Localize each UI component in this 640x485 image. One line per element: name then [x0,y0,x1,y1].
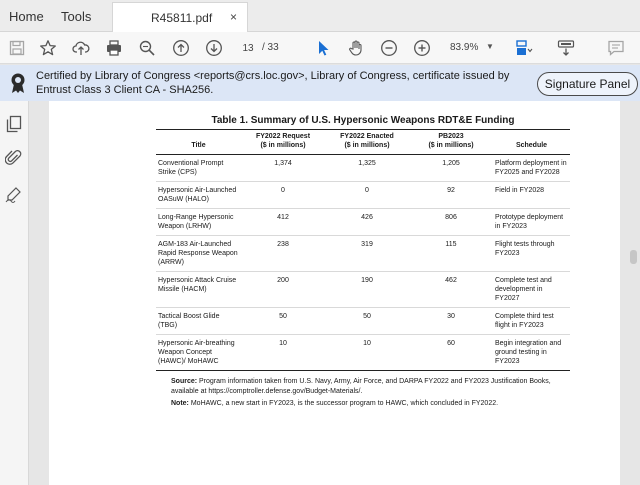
row-request-cell: 50 [241,308,325,335]
row-enacted-cell: 1,325 [325,155,409,182]
row-request-cell: 10 [241,335,325,371]
table-notes [156,377,570,409]
page-down-icon[interactable] [205,39,223,57]
certificate-badge-icon [9,72,27,94]
table-title: Table 1. Summary of U.S. Hypersonic Weapons RDT&E Funding [211,115,515,126]
table-row [156,209,570,236]
row-request-cell: 200 [241,272,325,308]
row-title-cell: AGM-183 Air-Launched Rapid Response Weapon (ARRW) [156,236,241,272]
row-enacted-cell: 319 [325,236,409,272]
header-fy22-request: FY2022 Request ($ in millions) [241,130,325,155]
note: Note: MoHAWC, a new start in FY2023, is the successor program to HAWC, which concluded in FY2022. [171,400,499,407]
row-enacted-cell: 0 [325,182,409,209]
table-row [156,182,570,209]
row-pb-cell: 60 [409,335,493,371]
row-title-cell: Hypersonic Air-breathing Weapon Concept (HAWC)/ MoHAWC [156,335,241,371]
row-schedule-cell: Flight tests through FY2023 [493,236,570,272]
close-icon[interactable]: × [229,10,237,24]
table-row [156,272,570,308]
row-pb-cell: 806 [409,209,493,236]
funding-table [156,129,570,371]
upload-icon[interactable] [72,39,90,57]
tab-document[interactable] [112,2,248,32]
zoom-search-icon[interactable] [138,39,156,57]
tab-document-label: R45811.pdf [151,11,213,25]
row-pb-cell: 30 [409,308,493,335]
tab-bar [0,0,640,32]
home-menu[interactable]: Home [9,9,44,24]
vertical-scrollbar[interactable] [630,250,637,264]
pages-icon[interactable] [5,115,23,133]
scroll-mode-icon[interactable] [557,39,575,57]
header-title: Title [156,130,241,155]
page-number-input[interactable] [236,39,260,57]
row-pb-cell: 1,205 [409,155,493,182]
row-schedule-cell: Prototype deployment in FY2023 [493,209,570,236]
document-content [156,113,570,411]
row-pb-cell: 115 [409,236,493,272]
row-request-cell: 1,374 [241,155,325,182]
certificate-text: Certified by Library of Congress <reports@crs.loc.gov>, Library of Congress, certificate issued by Entrust Class 3 Client CA - SHA256. [36,70,510,96]
table-row [156,308,570,335]
signature-panel-button[interactable]: Signature Panel [537,72,638,96]
row-enacted-cell: 426 [325,209,409,236]
row-enacted-cell: 10 [325,335,409,371]
row-pb-cell: 462 [409,272,493,308]
save-icon[interactable] [8,39,26,57]
toolbar [0,32,640,64]
header-fy22-enacted: FY2022 Enacted ($ in millions) [325,130,409,155]
row-schedule-cell: Complete third test flight in FY2023 [493,308,570,335]
row-request-cell: 238 [241,236,325,272]
row-schedule-cell: Begin integration and ground testing in FY2023 [493,335,570,371]
zoom-out-icon[interactable] [380,39,398,57]
document-viewer[interactable] [29,101,640,485]
zoom-in-icon[interactable] [413,39,431,57]
page-up-icon[interactable] [172,39,190,57]
hand-icon[interactable] [347,39,365,57]
row-schedule-cell: Platform deployment in FY2025 and FY2028 [493,155,570,182]
header-pb23: PB2023 ($ in millions) [409,130,493,155]
pdf-page [49,101,620,485]
row-title-cell: Conventional Prompt Strike (CPS) [156,155,241,182]
comment-icon[interactable] [607,39,625,57]
header-schedule: Schedule [493,130,570,155]
table-row [156,155,570,182]
row-enacted-cell: 190 [325,272,409,308]
signature-icon[interactable] [5,185,23,203]
row-request-cell: 0 [241,182,325,209]
table-row [156,335,570,371]
row-title-cell: Hypersonic Attack Cruise Missile (HACM) [156,272,241,308]
left-navigation-panel [0,101,29,485]
source-note: Source: Program information taken from U.S. Navy, Army, Air Force, and DARPA FY2022 and FY2023 Justification Books, available at https://comptroller.defense.gov/Budget-Materials/. [171,378,551,395]
signature-banner [0,65,640,101]
table-row [156,236,570,272]
pointer-icon[interactable] [314,39,332,57]
row-enacted-cell: 50 [325,308,409,335]
tools-menu[interactable]: Tools [61,9,92,24]
row-title-cell: Long-Range Hypersonic Weapon (LRHW) [156,209,241,236]
chevron-down-icon[interactable]: ▼ [486,42,494,51]
row-schedule-cell: Complete test and development in FY2027 [493,272,570,308]
row-request-cell: 412 [241,209,325,236]
star-icon[interactable] [39,39,57,57]
table-body [156,155,570,371]
row-pb-cell: 92 [409,182,493,209]
table-header-row [156,130,570,155]
print-icon[interactable] [105,39,123,57]
row-title-cell: Tactical Boost Glide (TBG) [156,308,241,335]
fit-page-icon[interactable] [515,39,533,57]
row-schedule-cell: Field in FY2028 [493,182,570,209]
zoom-level[interactable]: 83.9% [450,42,479,53]
attachment-icon[interactable] [5,149,23,167]
row-title-cell: Hypersonic Air-Launched OASuW (HALO) [156,182,241,209]
page-total: / 33 [262,42,279,53]
